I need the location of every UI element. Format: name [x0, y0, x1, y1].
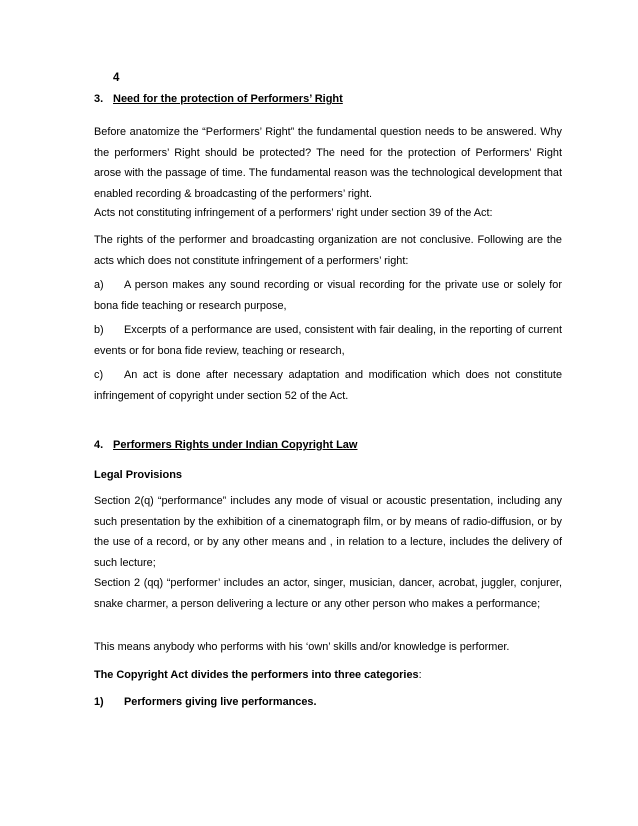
section-4-summary-paragraph: This means anybody who performs with his ‘own’ skills and/or knowledge is performer.: [94, 641, 510, 653]
page-number: 4: [113, 72, 120, 84]
list-item-c-text: An act is done after necessary adaptation and modification which does not constitute infringement of copyright under section 52 of the Act.: [94, 369, 562, 402]
section-3-rights-paragraph: The rights of the performer and broadcasting organization are not conclusive. Following are the acts which does not constitute infringement of a performers’ right:: [94, 234, 562, 267]
list-item-b-text: Excerpts of a performance are used, consistent with fair dealing, in the reporting of current events or for bona fide review, teaching or research,: [94, 324, 562, 357]
categories-intro-colon: :: [418, 669, 422, 681]
list-item-a: [94, 275, 562, 316]
categories-intro: [94, 665, 562, 686]
category-1-tag: 1): [94, 696, 104, 708]
section-4-title: Performers Rights under Indian Copyright Law: [113, 439, 358, 451]
section-3-heading: [94, 93, 343, 105]
category-1-text: Performers giving live performances.: [124, 696, 317, 708]
section-4-number: 4.: [94, 439, 104, 451]
section-3-title: Need for the protection of Performers’ Right: [113, 93, 343, 105]
list-item-c-tag: c): [94, 369, 104, 381]
legal-provisions-subheading: Legal Provisions: [94, 469, 183, 481]
category-1: [94, 692, 562, 713]
section-3-number: 3.: [94, 93, 104, 105]
list-item-a-text: A person makes any sound recording or visual recording for the private use or solely for bona fide teaching or research purpose,: [94, 279, 562, 312]
section-3-intro-paragraph: Before anatomize the “Performers’ Right” the fundamental question needs to be answered. Why the performers’ Right should be protected? The need for the protection of Performers’ Right arose with the passage of time. The fundamental reason was the technological development that enabled recording & broadcasting of the performers’ right.: [94, 126, 562, 200]
list-item-b: [94, 320, 562, 361]
section-4-heading: [94, 439, 357, 451]
section-4-performance-paragraph: Section 2(q) “performance” includes any mode of visual or acoustic presentation, including any such presentation by the exhibition of a cinematograph film, or by means of radio-diffusion, or by the use of a record, or by any other means and , in relation to a lecture, includes the delivery of such lecture;: [94, 495, 562, 569]
list-item-b-tag: b): [94, 324, 104, 336]
section-3-acts-heading: Acts not constituting infringement of a performers’ right under section 39 of the Act:: [94, 207, 493, 219]
list-item-a-tag: a): [94, 279, 104, 291]
section-4-performer-paragraph: Section 2 (qq) “performer’ includes an actor, singer, musician, dancer, acrobat, juggler, conjurer, snake charmer, a person delivering a lecture or any other person who makes a performance;: [94, 577, 562, 610]
list-item-c: [94, 365, 562, 406]
categories-intro-text: The Copyright Act divides the performers into three categories: [94, 669, 419, 681]
